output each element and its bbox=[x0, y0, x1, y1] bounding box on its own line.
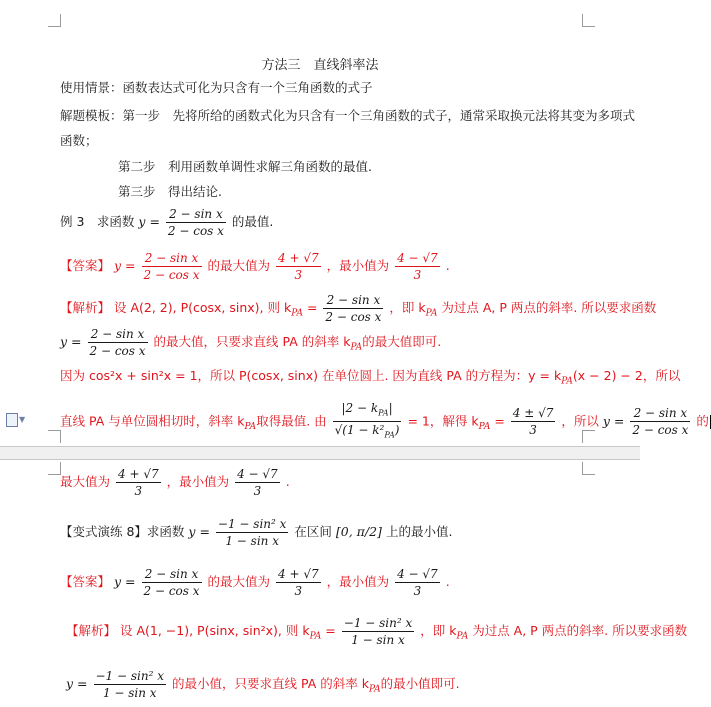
result-end: . bbox=[285, 474, 290, 489]
y-eq: y = bbox=[188, 524, 210, 539]
y-eq: y = bbox=[114, 574, 136, 589]
example-3 bbox=[60, 206, 273, 239]
fraction bbox=[94, 668, 167, 701]
fraction bbox=[630, 405, 690, 438]
numerator: −1 − sin² x bbox=[217, 517, 287, 531]
y-eq: y = bbox=[602, 413, 625, 429]
denominator: 2 − cos x bbox=[143, 268, 200, 282]
solution-text: (x − 2) − 2，所以 bbox=[572, 368, 681, 383]
solution-text: ，即 k bbox=[389, 300, 426, 315]
solution-tag: 【解析】 bbox=[60, 300, 111, 315]
root-close: ) bbox=[394, 423, 400, 438]
answer-min-label: ，最小值为 bbox=[326, 574, 390, 589]
numerator: 2 − sin x bbox=[323, 292, 383, 309]
numerator: −1 − sin² x bbox=[343, 616, 413, 630]
subscript: PA bbox=[456, 631, 469, 642]
example-label: 例 3 求函数 bbox=[60, 214, 135, 229]
solution-text: 的 bbox=[696, 413, 709, 429]
fraction bbox=[342, 615, 415, 648]
equals: = bbox=[325, 623, 336, 638]
solution-text: ，所以 bbox=[561, 413, 599, 429]
solution-text: 的最大值，只要求直线 PA 的斜率 k bbox=[153, 334, 351, 349]
fraction bbox=[142, 566, 202, 599]
solution-text: 直线 PA 与单位圆相切时，斜率 k bbox=[60, 413, 245, 429]
fraction bbox=[395, 566, 440, 599]
denominator: 3 bbox=[134, 484, 143, 498]
subscript: PA bbox=[244, 421, 257, 432]
template-step2: 第二步 利用函数单调性求解三角函数的最值. bbox=[118, 159, 372, 174]
subscript: PA bbox=[425, 308, 438, 319]
example-tail: 的最值. bbox=[231, 214, 274, 229]
fraction bbox=[216, 516, 289, 549]
subscript: PA bbox=[368, 684, 381, 695]
numerator: 2 − sin x bbox=[142, 250, 202, 267]
variant-mid: 在区间 bbox=[294, 524, 332, 539]
fraction bbox=[333, 400, 402, 444]
variant-end: 上的最小值. bbox=[385, 524, 453, 539]
solution-text: 设 A(2, 2), P(cosx, sinx), 则 k bbox=[114, 300, 292, 315]
solution-1-result bbox=[60, 466, 290, 499]
numerator: 2 − sin x bbox=[142, 566, 202, 583]
template-step1-cont: 函数； bbox=[60, 133, 98, 148]
fraction bbox=[323, 292, 383, 325]
subscript: PA bbox=[350, 342, 363, 353]
solution-tag: 【解析】 bbox=[66, 623, 117, 638]
solution-1-line-1 bbox=[60, 292, 656, 325]
fraction bbox=[88, 326, 148, 359]
equals: = bbox=[494, 413, 505, 429]
denominator: 3 bbox=[413, 268, 422, 282]
document-marker-icon[interactable] bbox=[6, 413, 18, 427]
numerator: 2 − sin x bbox=[630, 405, 690, 422]
answer-max-label: 的最大值为 bbox=[207, 258, 271, 273]
solution-2-line-1 bbox=[66, 615, 687, 648]
denominator: 3 bbox=[294, 584, 303, 598]
solution-text: ，即 k bbox=[420, 623, 457, 638]
solution-text: 的最小值，只要求直线 PA 的斜率 k bbox=[171, 676, 369, 691]
chevron-down-icon[interactable]: ▼ bbox=[19, 415, 26, 424]
interval: [0, π/2] bbox=[335, 524, 382, 539]
fraction bbox=[142, 250, 202, 283]
denominator: 2 − cos x bbox=[632, 423, 689, 438]
denominator: 3 bbox=[294, 268, 303, 282]
answer-min-label: ，最小值为 bbox=[326, 258, 390, 273]
y-eq: y = bbox=[114, 258, 136, 273]
answer-tag: 【答案】 bbox=[60, 258, 111, 273]
solution-1-line-3 bbox=[60, 368, 680, 390]
fraction bbox=[166, 206, 226, 239]
subscript: PA bbox=[561, 376, 573, 387]
usage-line: 使用情景：函数表达式可化为只含有一个三角函数的式子 bbox=[60, 80, 373, 95]
crop-mark bbox=[582, 462, 595, 475]
variant-label: 【变式演练 8】求函数 bbox=[60, 524, 185, 539]
section-title: 方法三 直线斜率法 bbox=[261, 58, 379, 73]
page-break bbox=[0, 446, 640, 460]
numerator: 4 + √7 bbox=[278, 567, 319, 581]
numerator: 4 ± √7 bbox=[512, 406, 554, 421]
subscript: PA bbox=[478, 421, 491, 432]
denominator: 2 − cos x bbox=[143, 584, 200, 598]
fraction bbox=[116, 466, 161, 499]
template-step1: 解题模板：第一步 先将所给的函数式化为只含有一个三角函数的式子，通常采取换元法将其变为多项式 bbox=[60, 108, 636, 123]
abs-bar: | bbox=[388, 401, 393, 415]
denominator: 2 − cos x bbox=[325, 310, 382, 324]
answer-end: . bbox=[445, 574, 450, 589]
denominator: 3 bbox=[413, 584, 422, 598]
result-max-label: 最大值为 bbox=[60, 474, 111, 489]
abs-numerator: |2 − k bbox=[341, 401, 379, 415]
crop-mark bbox=[582, 14, 595, 27]
solution-text: 为过点 A, P 两点的斜率. 所以要求函数 bbox=[472, 623, 688, 638]
subscript: PA bbox=[378, 408, 389, 418]
denominator: 1 − sin x bbox=[351, 633, 405, 647]
fraction bbox=[276, 250, 321, 283]
solution-1-line-2 bbox=[60, 326, 441, 359]
solution-text: = 1，解得 k bbox=[407, 413, 479, 429]
answer-tag: 【答案】 bbox=[60, 574, 111, 589]
denominator: 1 − sin x bbox=[225, 534, 279, 548]
numerator: 4 − √7 bbox=[397, 251, 438, 265]
solution-text: 设 A(1, −1), P(sinx, sin²x), 则 k bbox=[120, 623, 310, 638]
denominator bbox=[333, 422, 402, 443]
numerator: 4 + √7 bbox=[118, 467, 159, 481]
fraction bbox=[276, 566, 321, 599]
numerator: 4 + √7 bbox=[278, 251, 319, 265]
numerator: −1 − sin² x bbox=[95, 669, 164, 683]
fraction bbox=[511, 405, 556, 438]
answer-end: . bbox=[445, 258, 450, 273]
answer-1 bbox=[60, 250, 450, 283]
denominator: 1 − sin x bbox=[102, 686, 157, 700]
numerator bbox=[333, 400, 402, 422]
subscript: PA bbox=[291, 308, 303, 319]
denominator: 2 − cos x bbox=[167, 224, 224, 238]
numerator: 2 − sin x bbox=[88, 326, 148, 343]
solution-text: 为过点 A, P 两点的斜率. 所以要求函数 bbox=[441, 300, 657, 315]
root-denominator: √(1 − k² bbox=[334, 423, 385, 438]
solution-text: 的最小值即可. bbox=[380, 676, 460, 691]
variant-exercise-8 bbox=[60, 516, 452, 549]
y-eq: y = bbox=[60, 334, 82, 349]
fraction bbox=[235, 466, 280, 499]
numerator: 2 − sin x bbox=[166, 206, 226, 223]
fraction bbox=[395, 250, 440, 283]
denominator: 3 bbox=[529, 423, 537, 438]
denominator: 3 bbox=[253, 484, 262, 498]
solution-text: 取得最值. 由 bbox=[256, 413, 327, 429]
equals: = bbox=[306, 300, 318, 315]
denominator: 2 − cos x bbox=[89, 344, 146, 358]
result-min-label: ，最小值为 bbox=[166, 474, 230, 489]
solution-2-line-2 bbox=[66, 668, 460, 701]
subscript: PA bbox=[309, 631, 322, 642]
solution-text: 的最大值即可. bbox=[362, 334, 442, 349]
numerator: 4 − √7 bbox=[397, 567, 438, 581]
template-step3: 第三步 得出结论. bbox=[118, 184, 222, 199]
answer-max-label: 的最大值为 bbox=[207, 574, 271, 589]
crop-mark bbox=[48, 14, 61, 27]
numerator: 4 − √7 bbox=[237, 467, 278, 481]
answer-2 bbox=[60, 566, 450, 599]
solution-1-line-4 bbox=[60, 400, 711, 444]
subscript: PA bbox=[384, 430, 395, 440]
solution-text: 因为 cos²x + sin²x = 1，所以 P(cosx, sinx) 在单位圆上. 因为直线 PA 的方程为：y = k bbox=[60, 368, 562, 383]
y-eq: y = bbox=[66, 676, 88, 691]
y-eq: y = bbox=[138, 214, 160, 229]
